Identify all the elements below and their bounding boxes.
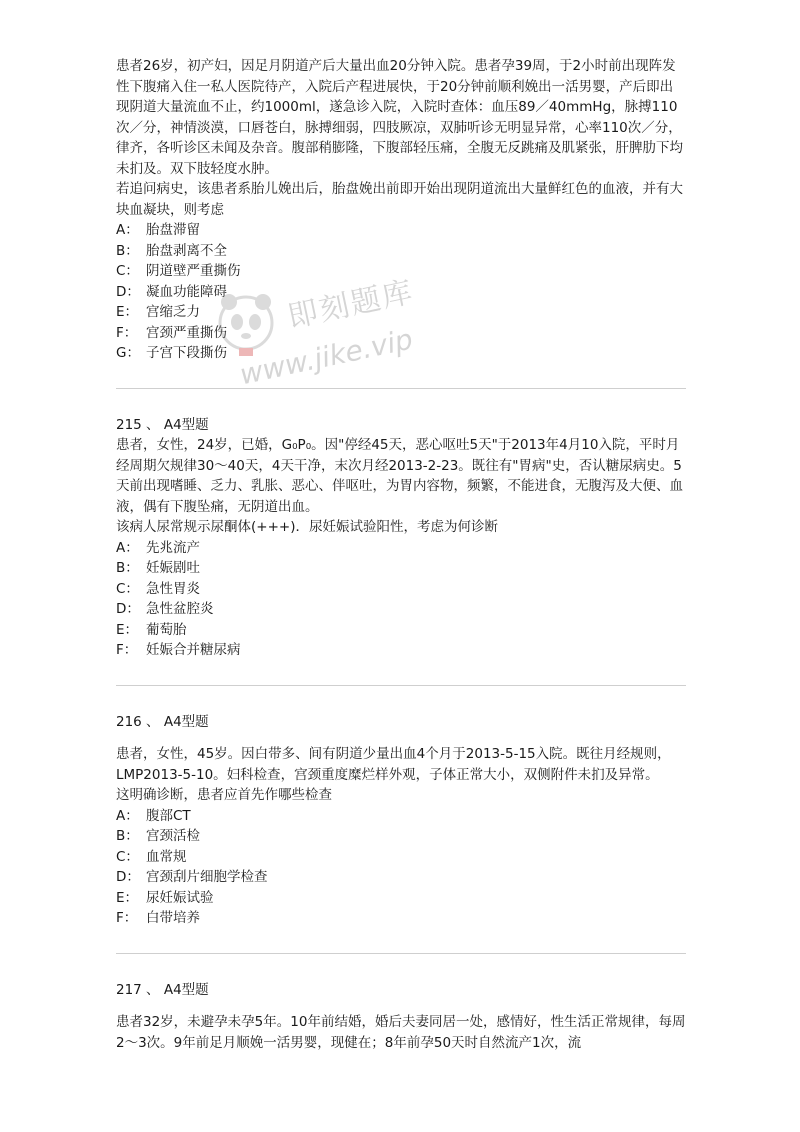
option-b[interactable]: B： 妊娠剧吐: [116, 560, 200, 576]
option-d[interactable]: D： 宫颈刮片细胞学检查: [116, 869, 268, 885]
question-prompt: 若追问病史，该患者系胎儿娩出后，胎盘娩出前即开始出现阴道流出大量鲜红色的血液，并有大块血凝块，则考虑: [116, 181, 683, 218]
option-a[interactable]: A： 先兆流产: [116, 539, 200, 556]
question-divider: [116, 388, 686, 389]
option-e[interactable]: E： 尿妊娠试验: [116, 889, 214, 906]
option-b[interactable]: B： 胎盘剥离不全: [116, 242, 227, 259]
question-stem: 患者，女性，45岁。因白带多、间有阴道少量出血4个月于2013-5-15入院。既往月经规则，LMP2013-5-10。妇科检查，宫颈重度糜烂样外观，子体正常大小，双侧附件未扪及异常。: [116, 746, 671, 783]
option-list: [116, 220, 686, 364]
question-prompt: 这明确诊断，患者应首先作哪些检查: [116, 787, 332, 803]
option-f[interactable]: F： 宫颈严重撕伤: [116, 324, 227, 341]
watermark-brand: 即刻题库: [284, 274, 418, 336]
question-divider: [116, 685, 686, 686]
option-a[interactable]: A： 胎盘滞留: [116, 222, 200, 238]
option-e[interactable]: E： 葡萄胎: [116, 621, 187, 638]
question-header: 215 、 A4型题: [116, 416, 209, 433]
option-f[interactable]: F： 妊娠合并糖尿病: [116, 642, 241, 658]
option-e[interactable]: E： 宫缩乏力: [116, 304, 200, 320]
question-prompt: 该病人尿常规示尿酮体(+++)．尿妊娠试验阳性，考虑为何诊断: [116, 519, 498, 535]
option-a[interactable]: A： 腹部CT: [116, 807, 191, 824]
option-list: [116, 538, 686, 661]
question-block-216: [116, 712, 686, 929]
question-header: 217 、 A4型题: [116, 981, 209, 998]
question-block-217: [116, 980, 686, 1054]
option-c[interactable]: C： 阴道壁严重撕伤: [116, 263, 241, 279]
option-c[interactable]: C： 血常规: [116, 848, 187, 865]
question-stem: 患者，女性，24岁，已婚，G₀P₀。因"停经45天，恶心呕吐5天"于2013年4月10入院，平时月经周期欠规律30～40天，4天干净，末次月经2013-2-23。既往有"胃病"史，否认糖尿病史。5天前出现嗜睡、乏力、乳胀、恶心、伴呕吐，为胃内容物，频繁，不能进食，无腹泻及大便、血液，偶有下腹坠痛，无阴道出血。: [116, 437, 683, 515]
option-b[interactable]: B： 宫颈活检: [116, 828, 200, 844]
question-block-215: [116, 415, 686, 661]
question-block-1: [116, 56, 686, 364]
option-list: [116, 806, 686, 929]
question-stem: 患者26岁，初产妇，因足月阴道产后大量出血20分钟入院。患者孕39周，于2小时前出现阵发性下腹痛入住一私人医院待产，入院后产程进展快，于20分钟前顺利娩出一活男婴，产后即出现阴道大量流血不止，约1000ml，遂急诊入院，入院时查体：血压89／40mmHg，脉搏110次／分，神情淡漠，口唇苍白，脉搏细弱，四肢厥凉，双肺听诊无明显异常，心率110次／分，律齐，各听诊区未闻及杂音。腹部稍膨隆，下腹部轻压痛，全腹无反跳痛及肌紧张，肝脾肋下均未扪及。双下肢轻度水肿。: [116, 58, 683, 177]
question-page: [116, 56, 686, 1053]
watermark-url: www.jike.vip: [236, 322, 416, 392]
option-d[interactable]: D： 凝血功能障碍: [116, 283, 227, 300]
option-c[interactable]: C： 急性胃炎: [116, 580, 200, 597]
question-stem: 患者32岁，未避孕未孕5年。10年前结婚，婚后夫妻同居一处，感情好，性生活正常规律，每周2～3次。9年前足月顺娩一活男婴，现健在；8年前孕50天时自然流产1次，流: [116, 1014, 686, 1051]
question-divider: [116, 953, 686, 954]
option-d[interactable]: D： 急性盆腔炎: [116, 601, 214, 617]
question-header: 216 、 A4型题: [116, 713, 209, 730]
option-g[interactable]: G： 子宫下段撕伤: [116, 345, 227, 361]
option-f[interactable]: F： 白带培养: [116, 910, 200, 926]
